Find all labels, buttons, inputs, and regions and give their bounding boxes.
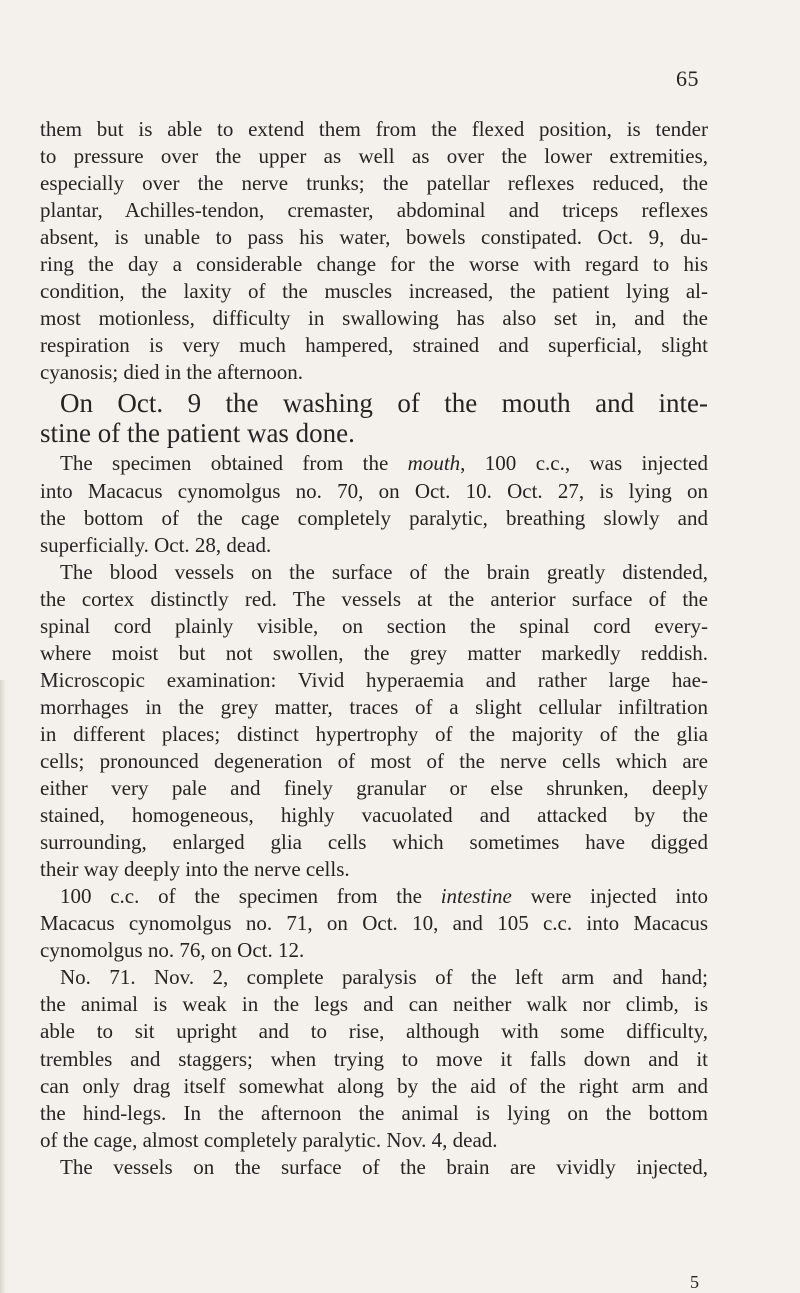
signature-mark: 5 bbox=[690, 1272, 699, 1292]
italic-term: intestine bbox=[440, 884, 512, 909]
text-line: plantar, Achilles-tendon, cremaster, abdominal and triceps reflexes bbox=[40, 198, 708, 223]
text-line: can only drag itself somewhat along by the aid of the right arm and bbox=[40, 1073, 708, 1098]
text-line: the bottom of the cage completely paralytic, breathing slowly and bbox=[40, 505, 708, 530]
text-line: to pressure over the upper as well as over the lower extremities, bbox=[40, 144, 708, 169]
text-span: 100 c.c. of the specimen from the bbox=[60, 884, 422, 909]
text-line: the cortex distinctly red. The vessels at the anterior surface of the bbox=[40, 586, 708, 611]
text-line: where moist but not swollen, the grey matter markedly reddish. bbox=[40, 640, 708, 665]
text-line bbox=[40, 883, 708, 910]
section-heading-line: On Oct. 9 the washing of the mouth and inte- bbox=[60, 388, 708, 419]
text-line: the animal is weak in the legs and can neither walk nor climb, is bbox=[40, 992, 708, 1017]
text-line: absent, is unable to pass his water, bowels constipated. Oct. 9, du- bbox=[40, 225, 708, 250]
italic-term: mouth bbox=[407, 451, 461, 476]
text-line: cynomolgus no. 76, on Oct. 12. bbox=[40, 938, 305, 963]
text-line: most motionless, difficulty in swallowing has also set in, and the bbox=[40, 306, 708, 331]
text-line: into Macacus cynomolgus no. 70, on Oct. 10. Oct. 27, is lying on bbox=[40, 478, 708, 503]
section-heading-line: stine of the patient was done. bbox=[40, 418, 355, 449]
text-line: them but is able to extend them from the flexed position, is tender bbox=[40, 117, 708, 141]
text-line: Microscopic examination: Vivid hyperaemia and rather large hae- bbox=[40, 667, 708, 692]
text-line: especially over the nerve trunks; the patellar reflexes reduced, the bbox=[40, 171, 708, 196]
text-line: stained, homogeneous, highly vacuolated and attacked by the bbox=[40, 803, 708, 828]
text-line: ring the day a considerable change for the worse with regard to his bbox=[40, 252, 708, 277]
text-span: were injected into bbox=[511, 884, 708, 909]
text-line: their way deeply into the nerve cells. bbox=[40, 857, 350, 882]
text-line: The vessels on the surface of the brain are vividly injected, bbox=[60, 1154, 708, 1179]
text-line: spinal cord plainly visible, on section the spinal cord every- bbox=[40, 613, 708, 638]
text-line: respiration is very much hampered, strained and superficial, slight bbox=[40, 333, 708, 358]
text-line: No. 71. Nov. 2, complete paralysis of the left arm and hand; bbox=[60, 965, 708, 990]
text-line: in different places; distinct hypertrophy of the majority of the glia bbox=[40, 721, 708, 746]
text-line: of the cage, almost completely paralytic. Nov. 4, dead. bbox=[40, 1127, 498, 1152]
text-line: either very pale and finely granular or else shrunken, deeply bbox=[40, 776, 708, 801]
text-line: morrhages in the grey matter, traces of a slight cellular infiltration bbox=[40, 694, 708, 719]
text-line: cells; pronounced degeneration of most of the nerve cells which are bbox=[40, 748, 708, 773]
text-line: trembles and staggers; when trying to move it falls down and it bbox=[40, 1046, 708, 1071]
text-line: The blood vessels on the surface of the brain greatly distended, bbox=[60, 559, 708, 584]
text-line: superficially. Oct. 28, dead. bbox=[40, 532, 272, 557]
text-span: The specimen obtained from the bbox=[60, 451, 389, 476]
text-line: cyanosis; died in the afternoon. bbox=[40, 360, 304, 385]
body-text bbox=[40, 116, 708, 1181]
page-number: 65 bbox=[676, 66, 699, 91]
text-line: Macacus cynomolgus no. 71, on Oct. 10, and 105 c.c. into Macacus bbox=[40, 911, 708, 936]
text-line: able to sit upright and to rise, although with some difficulty, bbox=[40, 1019, 708, 1044]
page-edge-shadow bbox=[0, 680, 6, 1293]
text-line bbox=[40, 450, 708, 477]
text-line: condition, the laxity of the muscles increased, the patient lying al- bbox=[40, 279, 708, 304]
text-span: , 100 c.c., was injected bbox=[460, 451, 708, 476]
text-line: surrounding, enlarged glia cells which sometimes have digged bbox=[40, 830, 708, 855]
text-line: the hind-legs. In the afternoon the animal is lying on the bottom bbox=[40, 1100, 708, 1125]
